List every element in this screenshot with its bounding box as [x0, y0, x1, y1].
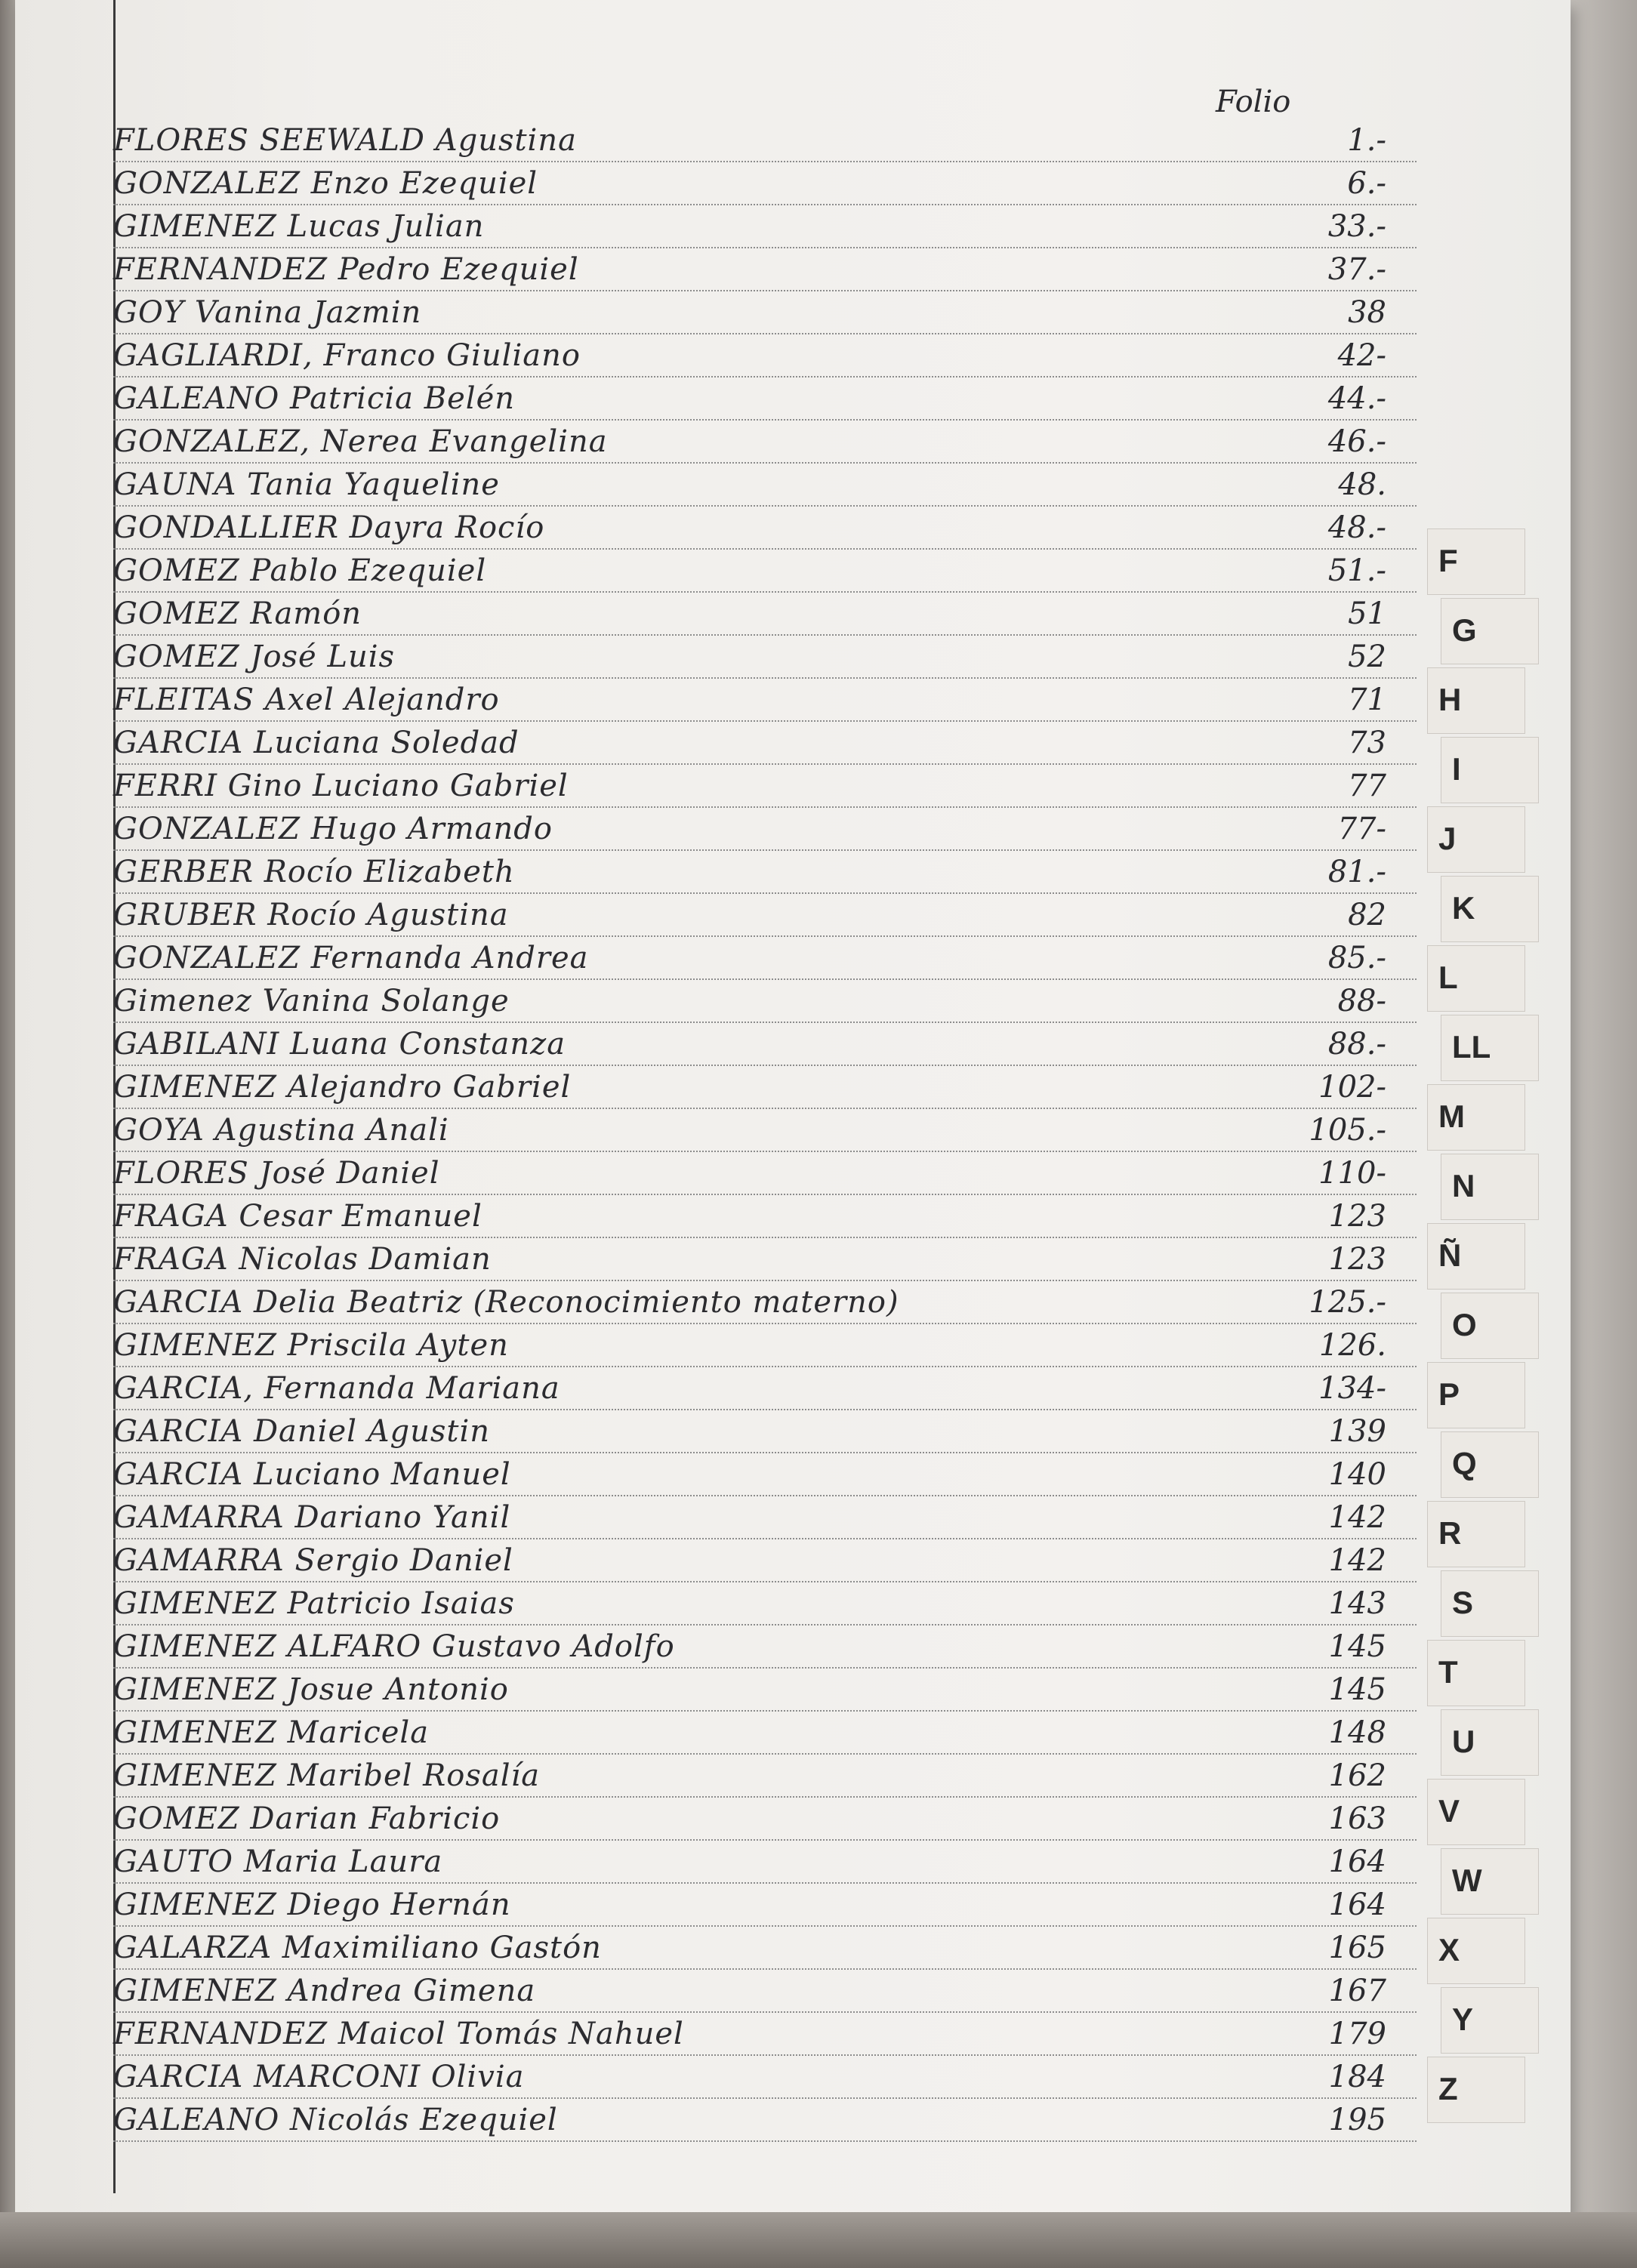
alphabet-tab-letter: M: [1438, 1099, 1465, 1134]
alphabet-tab[interactable]: [1441, 1015, 1539, 1081]
entry-folio: 142: [1328, 1500, 1386, 1535]
alphabet-tab[interactable]: [1441, 1154, 1539, 1220]
entry-name: GIMENEZ Patricio Isaias: [113, 1586, 515, 1621]
entry-row: [113, 1453, 1417, 1496]
alphabet-tab[interactable]: [1427, 1640, 1525, 1706]
entry-folio: 46.-: [1327, 424, 1386, 459]
entry-row: [113, 2013, 1417, 2056]
entry-row: [113, 291, 1417, 334]
alphabet-tab-letter: T: [1438, 1654, 1458, 1690]
entry-row: [113, 1927, 1417, 1970]
page-stack-edge: [0, 2212, 1637, 2268]
entry-name: FERNANDEZ Pedro Ezequiel: [113, 252, 579, 287]
entry-row: [113, 851, 1417, 894]
entry-folio: 165: [1328, 1931, 1386, 1965]
entry-folio: 145: [1328, 1629, 1386, 1664]
entry-folio: 33.-: [1327, 209, 1386, 244]
alphabet-tab[interactable]: [1427, 945, 1525, 1012]
entry-name: GONDALLIER Dayra Rocío: [113, 510, 545, 545]
entry-folio: 164: [1328, 1844, 1386, 1879]
entry-name: GOMEZ Pablo Ezequiel: [113, 553, 487, 588]
alphabet-tab[interactable]: [1427, 528, 1525, 595]
entry-row: [113, 1884, 1417, 1927]
entry-name: GAUTO Maria Laura: [113, 1844, 443, 1879]
entry-row: [113, 980, 1417, 1023]
alphabet-tab[interactable]: [1441, 737, 1539, 803]
alphabet-tab[interactable]: [1441, 876, 1539, 942]
entry-row: [113, 1281, 1417, 1324]
entry-folio: 85.-: [1327, 941, 1386, 975]
entry-folio: 38: [1348, 295, 1386, 330]
entry-row: [113, 593, 1417, 636]
alphabet-tab-letter: Q: [1452, 1446, 1477, 1481]
entry-folio: 105.-: [1309, 1113, 1386, 1148]
entry-name: Gimenez Vanina Solange: [113, 984, 510, 1018]
entry-name: GAMARRA Dariano Yanil: [113, 1500, 511, 1535]
alphabet-tab-letter: K: [1452, 890, 1475, 926]
entry-row: [113, 1798, 1417, 1841]
entry-row: [113, 1626, 1417, 1669]
entry-name: GAGLIARDI, Franco Giuliano: [113, 338, 581, 373]
entry-row: [113, 765, 1417, 808]
entry-row: [113, 1539, 1417, 1582]
entry-name: GONZALEZ Enzo Ezequiel: [113, 166, 538, 201]
alphabet-tab-letter: W: [1452, 1863, 1482, 1898]
entry-name: GALARZA Maximiliano Gastón: [113, 1931, 602, 1965]
entry-folio: 164: [1328, 1887, 1386, 1922]
entry-folio: 81.-: [1327, 855, 1386, 889]
entry-name: GARCIA Luciano Manuel: [113, 1457, 511, 1492]
entry-row: [113, 205, 1417, 248]
entry-name: GOYA Agustina Anali: [113, 1113, 449, 1148]
entry-name: GABILANI Luana Constanza: [113, 1027, 566, 1062]
entry-folio: 37.-: [1327, 252, 1386, 287]
alphabet-tab-letter: I: [1452, 751, 1461, 787]
folio-header: Folio: [1216, 85, 1291, 119]
entry-row: [113, 1238, 1417, 1281]
entry-row: [113, 1755, 1417, 1798]
entry-row: [113, 1712, 1417, 1755]
alphabet-tab-letter: V: [1438, 1793, 1460, 1829]
entry-folio: 179: [1328, 2017, 1386, 2051]
alphabet-tab[interactable]: [1441, 1709, 1539, 1776]
entry-folio: 42-: [1337, 338, 1386, 373]
entry-folio: 48.: [1338, 467, 1386, 502]
entry-name: FRAGA Cesar Emanuel: [113, 1199, 482, 1234]
entry-folio: 145: [1328, 1672, 1386, 1707]
entry-row: [113, 2099, 1417, 2142]
alphabet-tab[interactable]: [1441, 1848, 1539, 1915]
entry-name: GALEANO Patricia Belén: [113, 381, 515, 416]
entry-name: GARCIA Luciana Soledad: [113, 726, 519, 760]
entry-name: FERRI Gino Luciano Gabriel: [113, 769, 569, 803]
alphabet-tab-letter: L: [1438, 960, 1458, 995]
entry-row: [113, 1841, 1417, 1884]
entry-name: FERNANDEZ Maicol Tomás Nahuel: [113, 2017, 684, 2051]
entry-name: FLORES SEEWALD Agustina: [113, 123, 577, 158]
entry-folio: 1.-: [1347, 123, 1386, 158]
entry-folio: 44.-: [1327, 381, 1386, 416]
entry-folio: 140: [1328, 1457, 1386, 1492]
entry-name: GONZALEZ Hugo Armando: [113, 812, 553, 846]
entry-row: [113, 1195, 1417, 1238]
entry-name: GRUBER Rocío Agustina: [113, 898, 509, 932]
alphabet-tab-letter: H: [1438, 682, 1462, 717]
index-sheet: [15, 0, 1571, 2235]
entry-row: [113, 1970, 1417, 2013]
entry-folio: 162: [1328, 1758, 1386, 1793]
entry-row: [113, 937, 1417, 980]
entry-row: [113, 421, 1417, 464]
alphabet-tab-letter: U: [1452, 1724, 1475, 1759]
entry-folio: 167: [1328, 1974, 1386, 2008]
entry-name: FLEITAS Axel Alejandro: [113, 683, 500, 717]
alphabet-tab-letter: G: [1452, 612, 1477, 648]
entry-name: GARCIA, Fernanda Mariana: [113, 1371, 560, 1406]
alphabet-tab-letter: J: [1438, 821, 1457, 856]
entry-name: GIMENEZ Maricela: [113, 1715, 430, 1750]
entry-folio: 48.-: [1327, 510, 1386, 545]
entry-name: GARCIA MARCONI Olivia: [113, 2060, 525, 2094]
entry-folio: 6.-: [1347, 166, 1386, 201]
entry-row: [113, 1410, 1417, 1453]
entry-name: GIMENEZ Josue Antonio: [113, 1672, 509, 1707]
alphabet-tab-letter: S: [1452, 1585, 1474, 1620]
entry-row: [113, 507, 1417, 550]
entry-folio: 126.: [1318, 1328, 1386, 1363]
entry-row: [113, 1367, 1417, 1410]
entry-folio: 51: [1348, 596, 1386, 631]
alphabet-tab[interactable]: [1427, 1918, 1525, 1984]
entry-name: FRAGA Nicolas Damian: [113, 1242, 492, 1277]
entry-name: GERBER Rocío Elizabeth: [113, 855, 515, 889]
entry-row: [113, 1023, 1417, 1066]
entry-name: GIMENEZ Lucas Julian: [113, 209, 485, 244]
entry-row: [113, 1066, 1417, 1109]
entry-row: [113, 1496, 1417, 1539]
entry-row: [113, 1324, 1417, 1367]
entry-name: GAMARRA Sergio Daniel: [113, 1543, 513, 1578]
entry-folio: 139: [1328, 1414, 1386, 1449]
entry-name: GAUNA Tania Yaqueline: [113, 467, 500, 502]
entry-folio: 123: [1328, 1242, 1386, 1277]
entry-row: [113, 248, 1417, 291]
entry-name: GIMENEZ Diego Hernán: [113, 1887, 511, 1922]
entry-row: [113, 722, 1417, 765]
alphabet-tab[interactable]: [1427, 667, 1525, 734]
entry-row: [113, 334, 1417, 377]
entry-folio: 148: [1328, 1715, 1386, 1750]
alphabet-tab[interactable]: [1427, 1362, 1525, 1428]
entry-row: [113, 550, 1417, 593]
entry-row: [113, 808, 1417, 851]
alphabet-tab-letter: X: [1438, 1932, 1460, 1968]
entry-folio: 71: [1348, 683, 1386, 717]
alphabet-tab[interactable]: [1441, 1570, 1539, 1637]
entry-name: GIMENEZ Maribel Rosalía: [113, 1758, 541, 1793]
entry-row: [113, 162, 1417, 205]
entry-row: [113, 377, 1417, 421]
entry-name: GIMENEZ Alejandro Gabriel: [113, 1070, 572, 1105]
entry-folio: 52: [1348, 639, 1386, 674]
alphabet-tab[interactable]: [1427, 1084, 1525, 1151]
entry-folio: 77: [1348, 769, 1386, 803]
entry-row: [113, 894, 1417, 937]
alphabet-tab-letter: P: [1438, 1376, 1460, 1412]
entry-folio: 123: [1328, 1199, 1386, 1234]
entry-name: GONZALEZ, Nerea Evangelina: [113, 424, 608, 459]
entry-row: [113, 679, 1417, 722]
alphabet-tab-letter: Ñ: [1438, 1237, 1462, 1273]
entry-row: [113, 1109, 1417, 1152]
alphabet-tab[interactable]: [1441, 598, 1539, 664]
entry-name: FLORES José Daniel: [113, 1156, 440, 1191]
entry-name: GOMEZ José Luis: [113, 639, 396, 674]
entry-row: [113, 1669, 1417, 1712]
entry-folio: 77-: [1337, 812, 1386, 846]
alphabet-tab[interactable]: [1441, 1431, 1539, 1498]
alphabet-tab[interactable]: [1427, 1223, 1525, 1290]
alphabet-tab[interactable]: [1427, 2057, 1525, 2123]
alphabet-tab-letter: N: [1452, 1168, 1475, 1203]
entry-folio: 88-: [1337, 984, 1386, 1018]
entry-name: GIMENEZ Priscila Ayten: [113, 1328, 509, 1363]
entry-folio: 143: [1328, 1586, 1386, 1621]
entry-name: GARCIA Delia Beatriz (Reconocimiento materno): [113, 1285, 899, 1320]
entry-name: GOMEZ Ramón: [113, 596, 362, 631]
entry-name: GIMENEZ ALFARO Gustavo Adolfo: [113, 1629, 675, 1664]
entry-folio: 110-: [1318, 1156, 1386, 1191]
entry-name: GIMENEZ Andrea Gimena: [113, 1974, 536, 2008]
entry-folio: 163: [1328, 1801, 1386, 1836]
entry-name: GALEANO Nicolás Ezequiel: [113, 2103, 558, 2137]
entry-row: [113, 1582, 1417, 1626]
entry-folio: 82: [1348, 898, 1386, 932]
entry-folio: 134-: [1318, 1371, 1386, 1406]
binding-edge: [0, 0, 17, 2235]
entry-folio: 195: [1328, 2103, 1386, 2137]
entry-row: [113, 1152, 1417, 1195]
alphabet-tab-letter: F: [1438, 543, 1458, 578]
alphabet-tab[interactable]: [1427, 1501, 1525, 1567]
entry-row: [113, 119, 1417, 162]
entry-folio: 88.-: [1327, 1027, 1386, 1062]
entry-row: [113, 2056, 1417, 2099]
entry-folio: 73: [1348, 726, 1386, 760]
entry-name: GOY Vanina Jazmin: [113, 295, 422, 330]
entry-folio: 125.-: [1309, 1285, 1386, 1320]
alphabet-tab-letter: LL: [1452, 1029, 1491, 1065]
entry-list: [113, 85, 1417, 2142]
alphabet-tab-letter: O: [1452, 1307, 1477, 1342]
alphabet-tab-letter: Y: [1452, 2001, 1474, 2037]
entry-folio: 102-: [1318, 1070, 1386, 1105]
alphabet-tab[interactable]: [1441, 1293, 1539, 1359]
alphabet-tab[interactable]: [1427, 1779, 1525, 1845]
entry-folio: 51.-: [1327, 553, 1386, 588]
alphabet-tab-letter: R: [1438, 1515, 1462, 1551]
alphabet-tab[interactable]: [1441, 1987, 1539, 2054]
alphabet-tab-letter: Z: [1438, 2071, 1458, 2106]
entry-name: GONZALEZ Fernanda Andrea: [113, 941, 589, 975]
entry-row: [113, 464, 1417, 507]
entry-name: GOMEZ Darian Fabricio: [113, 1801, 501, 1836]
alphabet-tab[interactable]: [1427, 806, 1525, 873]
entry-folio: 184: [1328, 2060, 1386, 2094]
entry-name: GARCIA Daniel Agustin: [113, 1414, 491, 1449]
entry-folio: 142: [1328, 1543, 1386, 1578]
entry-row: [113, 636, 1417, 679]
